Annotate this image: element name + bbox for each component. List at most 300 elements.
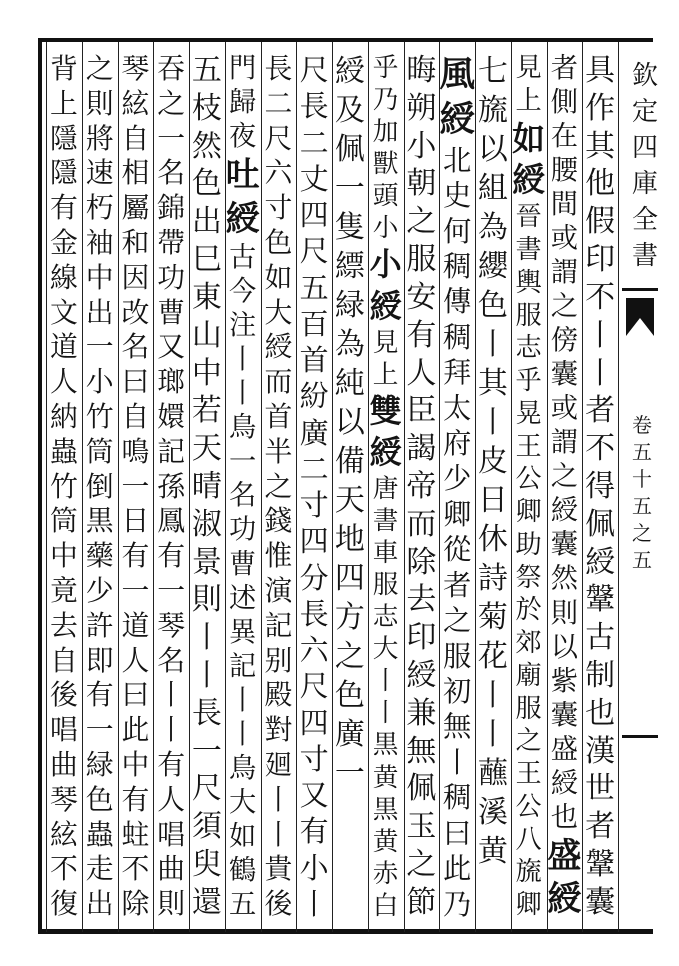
text-char: 二 [264, 86, 293, 120]
text-char: 乃 [372, 85, 399, 116]
text-char: 唱 [49, 713, 78, 747]
text-char: 七 [477, 54, 508, 89]
text-char: 及 [334, 93, 365, 128]
text-char: 晴 [191, 468, 222, 504]
margin-title-char: 書 [631, 241, 658, 271]
text-char: 即 [85, 643, 114, 677]
text-char: 將 [85, 121, 114, 155]
text-char: 北 [442, 143, 472, 177]
text-char: 縹 [334, 249, 365, 284]
text-char: 志 [515, 333, 542, 364]
text-char: 具 [585, 53, 616, 88]
text-char: 絃 [121, 86, 150, 120]
text-char: 古 [585, 620, 616, 656]
margin-title-char: 欽 [631, 61, 658, 91]
text-char: 屬 [121, 191, 150, 225]
text-char: 印 [406, 620, 437, 656]
margin-book-title [627, 58, 663, 274]
text-char: 人 [49, 365, 78, 399]
text-char: 盛 [550, 733, 578, 765]
text-char: 綬 [550, 767, 578, 799]
margin-title-char: 定 [631, 97, 658, 127]
text-char: 其 [585, 128, 616, 164]
text-char: 以 [334, 405, 365, 440]
text-char: 述 [229, 582, 257, 614]
text-char: 囊 [550, 529, 578, 561]
text-column [544, 52, 584, 930]
text-char: 得 [585, 468, 616, 504]
text-char: 人 [157, 782, 186, 816]
text-column [151, 52, 191, 930]
text-char: 半 [264, 434, 293, 468]
text-char: 不 [49, 852, 78, 886]
text-char: 去 [49, 608, 78, 642]
text-char: 旒 [477, 93, 508, 128]
text-char: 色 [334, 678, 365, 713]
text-char: 丨 [585, 317, 616, 353]
text-char: 線 [49, 260, 78, 294]
text-char: 純 [334, 366, 365, 401]
text-char: 丈 [299, 161, 329, 196]
text-char: 丨 [264, 817, 293, 851]
text-char: 竹 [49, 469, 78, 503]
text-char: 此 [121, 713, 150, 747]
text-char: 改 [121, 295, 150, 329]
text-char: 之 [550, 291, 578, 323]
text-char: 四 [334, 561, 365, 596]
text-char: 旒 [515, 857, 542, 888]
text-char: 功 [229, 514, 257, 546]
text-char: 記 [264, 608, 293, 642]
text-char: 五 [191, 53, 222, 88]
text-char: 赤 [372, 858, 399, 889]
text-column [366, 52, 406, 930]
text-char: 二 [299, 125, 329, 160]
text-char: 傳 [442, 285, 472, 319]
text-char: 須 [191, 809, 222, 845]
text-char: 四 [299, 524, 329, 559]
text-char: 間 [550, 189, 578, 221]
text-char: 車 [372, 537, 399, 568]
text-char: 還 [191, 884, 222, 920]
text-column [330, 52, 370, 930]
text-char: 黒 [85, 504, 114, 538]
text-char: 於 [515, 595, 542, 626]
text-char: 因 [121, 260, 150, 294]
text-char: 百 [299, 306, 329, 341]
text-char: 首 [299, 343, 329, 377]
text-char: 竟 [49, 573, 78, 607]
text-char: 琴 [121, 52, 150, 85]
text-char: 曰 [121, 678, 150, 712]
text-char: 别 [264, 643, 293, 677]
text-char: 天 [334, 483, 365, 518]
text-char: 不 [585, 279, 616, 315]
text-char: 丨 [229, 378, 257, 410]
text-char: 乎 [372, 53, 399, 83]
text-char: 長 [191, 695, 222, 731]
text-char: 或 [550, 223, 578, 255]
text-char: 對 [264, 713, 293, 747]
text-char: 人 [406, 355, 437, 391]
text-char: 詩 [477, 561, 508, 596]
text-char: 綬 [334, 54, 365, 89]
text-char: 門 [229, 53, 257, 84]
text-char: 自 [121, 399, 150, 433]
text-char: 一 [334, 171, 365, 206]
text-char: 色 [477, 288, 508, 323]
heading-char: 雙 [369, 391, 402, 430]
text-char: 丨 [264, 782, 293, 816]
text-column [44, 52, 84, 930]
text-char: 歸 [229, 87, 257, 119]
heading-char: 綬 [369, 286, 402, 325]
text-char: 也 [585, 695, 616, 731]
text-char: 綬 [585, 544, 616, 580]
text-char: 尺 [299, 234, 329, 269]
text-char: 名 [121, 330, 150, 364]
text-char: 東 [191, 279, 222, 315]
text-char: 名 [157, 643, 186, 677]
text-char: 納 [49, 399, 78, 433]
text-char: 小 [85, 365, 114, 399]
text-char: 然 [191, 128, 222, 164]
text-char: 然 [550, 563, 578, 595]
text-char: 之 [442, 604, 472, 638]
text-char: 卿 [515, 497, 542, 528]
text-char: 出 [191, 204, 222, 240]
text-char: 孫 [157, 469, 186, 503]
text-char: 嬛 [157, 399, 186, 433]
text-char: 王 [515, 431, 542, 462]
text-char: 名 [229, 480, 257, 512]
text-char: 公 [515, 464, 542, 495]
text-char: 纓 [477, 249, 508, 284]
text-char: 假 [585, 204, 616, 240]
text-char: 日 [121, 504, 150, 538]
text-char: 廣 [299, 415, 329, 450]
text-char: 記 [157, 434, 186, 468]
text-char: 囊 [585, 884, 616, 920]
text-char: 王 [515, 759, 542, 790]
text-char: 郊 [515, 628, 542, 659]
heading-char: 如 [512, 118, 545, 158]
text-char: 則 [191, 582, 222, 618]
text-char: 道 [49, 330, 78, 364]
text-char: 筒 [85, 434, 114, 468]
text-char: 乃 [442, 887, 472, 921]
text-char: 綬 [406, 658, 437, 693]
text-char: 少 [442, 462, 472, 496]
text-char: 山 [191, 317, 222, 353]
text-char: 皮 [477, 444, 508, 479]
text-char: 背 [49, 52, 78, 85]
text-char: 傍 [550, 325, 578, 357]
text-char: 唱 [157, 817, 186, 851]
text-char: 除 [121, 887, 150, 921]
text-char: 復 [49, 887, 78, 921]
text-char: 曲 [157, 852, 186, 886]
text-char: 白 [372, 890, 399, 921]
text-char: 一 [121, 469, 150, 503]
fish-tail-mark [622, 296, 656, 340]
text-char: 輿 [515, 267, 542, 298]
text-char: 菊 [477, 600, 508, 635]
text-char: 服 [515, 300, 542, 331]
text-char: 稠 [442, 320, 472, 354]
text-char: 佩 [406, 771, 437, 807]
text-char: 無 [442, 710, 472, 744]
text-char: 丨 [229, 718, 257, 750]
text-char: 頭 [372, 181, 399, 212]
text-char: 之 [264, 469, 293, 503]
text-column [187, 52, 227, 930]
text-char: 金 [49, 225, 78, 259]
text-char: 囊 [550, 359, 578, 391]
text-char: 丨 [157, 678, 186, 712]
text-char: 文 [49, 295, 78, 329]
text-char: 有 [121, 782, 150, 816]
text-char: 出 [85, 295, 114, 329]
text-char: 從 [442, 533, 472, 567]
text-char: 人 [121, 643, 150, 677]
text-char: 曹 [157, 295, 186, 329]
text-char: 上 [49, 86, 78, 120]
margin-juan-char: 五 [632, 494, 652, 518]
text-char: 長 [299, 89, 329, 124]
text-char: 方 [334, 600, 365, 635]
heading-char: 綬 [225, 198, 260, 239]
text-char: 五 [299, 270, 329, 305]
text-char: 四 [299, 198, 329, 232]
text-char: 日 [477, 483, 508, 518]
text-char: 緑 [334, 288, 365, 323]
text-char: 帶 [157, 225, 186, 259]
text-char: 又 [157, 330, 186, 364]
text-char: 印 [585, 242, 616, 278]
margin-juan-char: 五 [632, 440, 652, 464]
text-char: 少 [85, 573, 114, 607]
text-char: 注 [229, 310, 257, 342]
text-char: 四 [299, 705, 329, 740]
text-char: 花 [477, 639, 508, 674]
text-char: 黄 [372, 826, 399, 857]
text-char: 囊 [550, 699, 578, 731]
text-char: 府 [442, 427, 472, 461]
text-char: 拜 [442, 356, 472, 390]
text-char: 廟 [515, 660, 542, 691]
text-char: 有 [157, 747, 186, 781]
text-char: 走 [85, 852, 114, 886]
text-char: 腰 [550, 155, 578, 187]
text-char: 丨 [229, 684, 257, 716]
text-char: 服 [372, 570, 399, 601]
text-char: 休 [477, 522, 508, 557]
text-char: 袖 [85, 225, 114, 259]
text-char: 除 [406, 544, 437, 580]
text-char: 尺 [191, 771, 222, 807]
text-char: 錢 [264, 504, 293, 538]
text-char: 六 [299, 633, 329, 667]
text-char: 二 [299, 451, 329, 486]
text-char: 晃 [515, 398, 542, 429]
text-char: 自 [121, 121, 150, 155]
text-char: 制 [585, 658, 616, 693]
text-column [509, 52, 549, 930]
text-char: 初 [442, 674, 472, 708]
margin-juan-char: 之 [632, 521, 652, 545]
text-char: 琴 [49, 782, 78, 816]
text-char: 尺 [264, 121, 293, 155]
text-char: 丨 [372, 698, 399, 729]
text-char: 佩 [585, 506, 616, 542]
heading-char: 風 [439, 54, 475, 95]
text-char: 殿 [264, 678, 293, 712]
text-column [258, 52, 298, 930]
text-char: 瑯 [157, 365, 186, 399]
text-char: 小 [299, 850, 329, 885]
text-char: 卿 [515, 890, 542, 921]
text-char: 紛 [299, 379, 329, 414]
text-column [473, 52, 513, 930]
text-char: 丨 [477, 717, 508, 752]
text-char: 竹 [85, 399, 114, 433]
text-char: 隱 [49, 156, 78, 190]
margin-title-char: 四 [631, 133, 658, 163]
text-char: 玉 [406, 809, 437, 845]
text-char: 夜 [229, 121, 257, 153]
text-column [115, 52, 155, 930]
text-char: 名 [157, 156, 186, 190]
margin-juan-char: 卷 [632, 413, 652, 437]
text-char: 一 [334, 756, 365, 791]
text-char: 或 [550, 393, 578, 425]
text-column [437, 52, 477, 930]
text-char: 一 [191, 733, 222, 769]
margin-divider-bottom [622, 735, 658, 738]
heading-char: 盛 [547, 835, 582, 876]
text-char: 安 [406, 279, 437, 315]
text-char: 蟲 [49, 434, 78, 468]
text-char: 一 [157, 121, 186, 155]
text-char: 一 [229, 446, 257, 478]
text-char: 公 [515, 791, 542, 822]
text-char: 丨 [585, 355, 616, 391]
text-char: 演 [264, 573, 293, 607]
text-char: 廣 [334, 717, 365, 752]
text-char: 鳥 [229, 752, 257, 784]
text-char: 隻 [334, 210, 365, 245]
text-char: 一 [85, 330, 114, 364]
text-char: 寸 [264, 191, 293, 225]
text-char: 朔 [406, 90, 437, 126]
text-char: 之 [515, 726, 542, 757]
text-char: 則 [157, 887, 186, 921]
text-char: 有 [406, 317, 437, 353]
text-char: 太 [442, 391, 472, 425]
margin-juan-char: 五 [632, 548, 652, 572]
text-char: 錦 [157, 191, 186, 225]
text-char: 漢 [585, 733, 616, 769]
text-char: 古 [229, 242, 257, 274]
text-char: 曰 [442, 816, 472, 850]
text-char: 晦 [406, 53, 437, 88]
text-char: 何 [442, 214, 472, 248]
text-char: 蘸 [477, 756, 508, 791]
text-char: 之 [85, 52, 114, 85]
text-char: 中 [85, 260, 114, 294]
heading-char: 吐 [225, 155, 260, 196]
text-char: 色 [191, 166, 222, 202]
text-char: 世 [585, 771, 616, 807]
heading-char: 綬 [369, 432, 402, 471]
text-char: 見 [515, 53, 542, 83]
text-char: 以 [550, 631, 578, 663]
text-char: 藥 [85, 539, 114, 573]
text-char: 功 [157, 260, 186, 294]
text-char: 今 [229, 276, 257, 308]
text-char: 不 [121, 852, 150, 886]
margin-juan-number [627, 412, 657, 574]
text-char: 乎 [515, 366, 542, 397]
text-char: 曹 [229, 548, 257, 580]
text-column [294, 52, 334, 930]
text-char: 兼 [406, 695, 437, 731]
text-char: 丨 [372, 666, 399, 697]
text-char: 小 [372, 213, 399, 244]
text-column [223, 52, 263, 930]
text-char: 廻 [264, 747, 293, 781]
text-char: 又 [299, 778, 329, 812]
text-char: 寸 [299, 741, 329, 776]
text-char: 中 [121, 747, 150, 781]
text-char: 大 [264, 295, 293, 329]
text-char: 而 [406, 506, 437, 542]
text-char: 異 [229, 616, 257, 648]
text-char: 晉 [515, 202, 542, 233]
text-char: 則 [550, 597, 578, 629]
text-char: 鶴 [229, 854, 257, 886]
heading-char: 綬 [547, 879, 582, 920]
text-char: 如 [229, 820, 257, 852]
text-char: 五 [229, 888, 257, 920]
text-char: 黄 [372, 762, 399, 793]
margin-juan-char: 十 [632, 467, 652, 491]
text-char: 謂 [550, 257, 578, 289]
text-char: 獸 [372, 149, 399, 180]
text-char: 之 [550, 461, 578, 493]
text-char: 有 [157, 539, 186, 573]
text-char: 丨 [191, 620, 222, 656]
text-char: 丨 [477, 678, 508, 713]
text-column [80, 52, 120, 930]
text-char: 為 [334, 327, 365, 362]
text-char: 臾 [191, 847, 222, 883]
text-char: 謁 [406, 431, 437, 467]
text-char: 見 [372, 327, 399, 358]
text-char: 一 [121, 573, 150, 607]
text-char: 者 [585, 393, 616, 429]
text-char: 書 [372, 505, 399, 536]
text-char: 曲 [49, 747, 78, 781]
text-char: 帝 [406, 468, 437, 504]
text-char: 此 [442, 852, 472, 886]
text-char: 之 [406, 204, 437, 240]
text-char: 隱 [49, 121, 78, 155]
text-char: 佩 [334, 132, 365, 167]
text-char: 長 [299, 596, 329, 631]
heading-char: 小 [369, 245, 402, 284]
